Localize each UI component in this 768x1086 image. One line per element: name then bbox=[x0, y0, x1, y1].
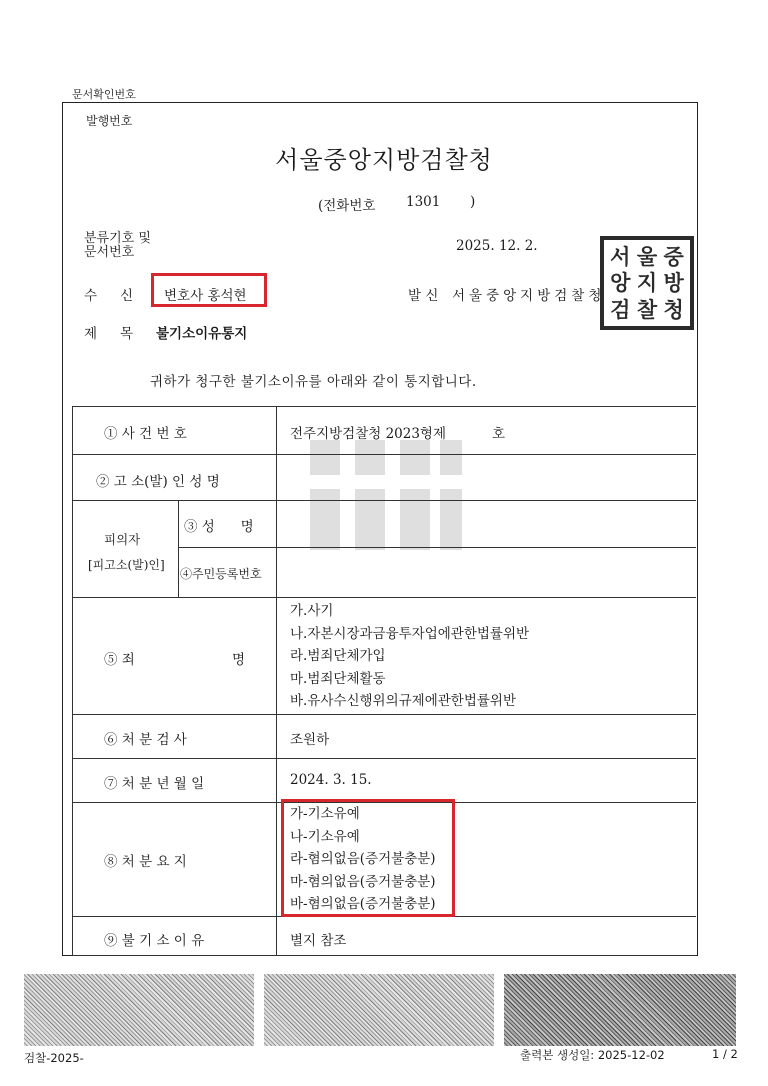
disposition-summary-label: ⑧ 처 분 요 지 bbox=[104, 854, 187, 870]
document-confirm-label: 문서확인번호 bbox=[72, 88, 136, 101]
watermark-logo bbox=[300, 430, 470, 580]
footer-printed-date: 출력본 생성일: 2025-12-02 bbox=[520, 1048, 665, 1062]
recipient-value: 변호사 홍석현 bbox=[164, 288, 247, 304]
barcode-block-3 bbox=[504, 974, 736, 1046]
barcode-block-1 bbox=[24, 974, 254, 1046]
charge-label-a: ⑤ 죄 bbox=[104, 652, 135, 668]
prosecutor-label: ⑥ 처 분 검 사 bbox=[104, 732, 187, 748]
disposition-item: 라-혐의없음(증거불충분) bbox=[290, 851, 436, 867]
footer-doc-id: 검찰-2025- bbox=[24, 1051, 84, 1065]
phone-prefix: (전화번호 bbox=[318, 198, 376, 214]
suspect-name-label: ③ 성 명 bbox=[184, 519, 254, 535]
issue-number-label: 발행번호 bbox=[86, 114, 133, 128]
subject-label-a: 제 bbox=[84, 326, 98, 342]
complainant-label: ② 고 소(발) 인 성 명 bbox=[96, 474, 220, 490]
barcode-block-2 bbox=[264, 974, 494, 1046]
recipient-label-a: 수 bbox=[84, 288, 98, 304]
case-number-suffix: 호 bbox=[492, 426, 506, 442]
document-date: 2025. 12. 2. bbox=[456, 238, 538, 254]
charge-label-b: 명 bbox=[232, 652, 246, 668]
sender-label: 발 신 bbox=[408, 288, 439, 304]
disposition-item: 바-혐의없음(증거불충분) bbox=[290, 896, 436, 912]
classification-label: 분류기호 및 문서번호 bbox=[84, 231, 151, 260]
subject-label-b: 목 bbox=[120, 326, 134, 342]
office-title: 서울중앙지방검찰청 bbox=[275, 146, 493, 174]
footer-page-number: 1 / 2 bbox=[712, 1047, 738, 1061]
resident-id-label: ④주민등록번호 bbox=[180, 567, 262, 581]
disposition-date-label: ⑦ 처 분 년 월 일 bbox=[104, 776, 205, 792]
sender-value: 서울중앙지방검찰청 bbox=[452, 288, 606, 304]
recipient-highlight-box bbox=[151, 273, 267, 307]
case-number-label: ① 사 건 번 호 bbox=[104, 426, 187, 442]
non-prosecution-reason-value: 별지 참조 bbox=[290, 933, 347, 949]
case-number-value: 전주지방검찰청 2023형제 bbox=[290, 426, 447, 442]
suspect-sublabel: [피고소(발)인] bbox=[88, 558, 165, 572]
table-top-line bbox=[72, 406, 696, 407]
charge-item: 나.자본시장과금융투자업에관한법률위반 bbox=[290, 625, 530, 642]
phone-number: 1301 bbox=[406, 194, 441, 210]
subject-value: 불기소이유통지 bbox=[156, 326, 248, 342]
charges-list bbox=[290, 600, 529, 713]
charge-item: 라.범죄단체가입 bbox=[290, 648, 386, 664]
disposition-item: 마-혐의없음(증거불충분) bbox=[290, 873, 436, 890]
prosecutor-value: 조원하 bbox=[290, 732, 330, 748]
disposition-item: 가-기소유예 bbox=[290, 806, 360, 822]
official-seal: 서 울 중 앙 지 방 검 찰 청 bbox=[600, 236, 694, 330]
recipient-label-b: 신 bbox=[120, 288, 134, 304]
charge-item: 마.범죄단체활동 bbox=[290, 670, 386, 687]
phone-suffix: ) bbox=[470, 194, 476, 210]
intro-text: 귀하가 청구한 불기소이유를 아래와 같이 통지합니다. bbox=[150, 374, 477, 390]
suspect-label: 피의자 bbox=[104, 532, 141, 547]
disposition-item: 나-기소유예 bbox=[290, 828, 360, 845]
non-prosecution-reason-label: ⑨ 불 기 소 이 유 bbox=[104, 933, 205, 949]
charge-item: 바.유사수신행위의규제에관한법률위반 bbox=[290, 693, 516, 709]
charge-item: 가.사기 bbox=[290, 603, 334, 619]
disposition-highlight-box bbox=[281, 799, 455, 917]
disposition-date-value: 2024. 3. 15. bbox=[290, 772, 372, 788]
